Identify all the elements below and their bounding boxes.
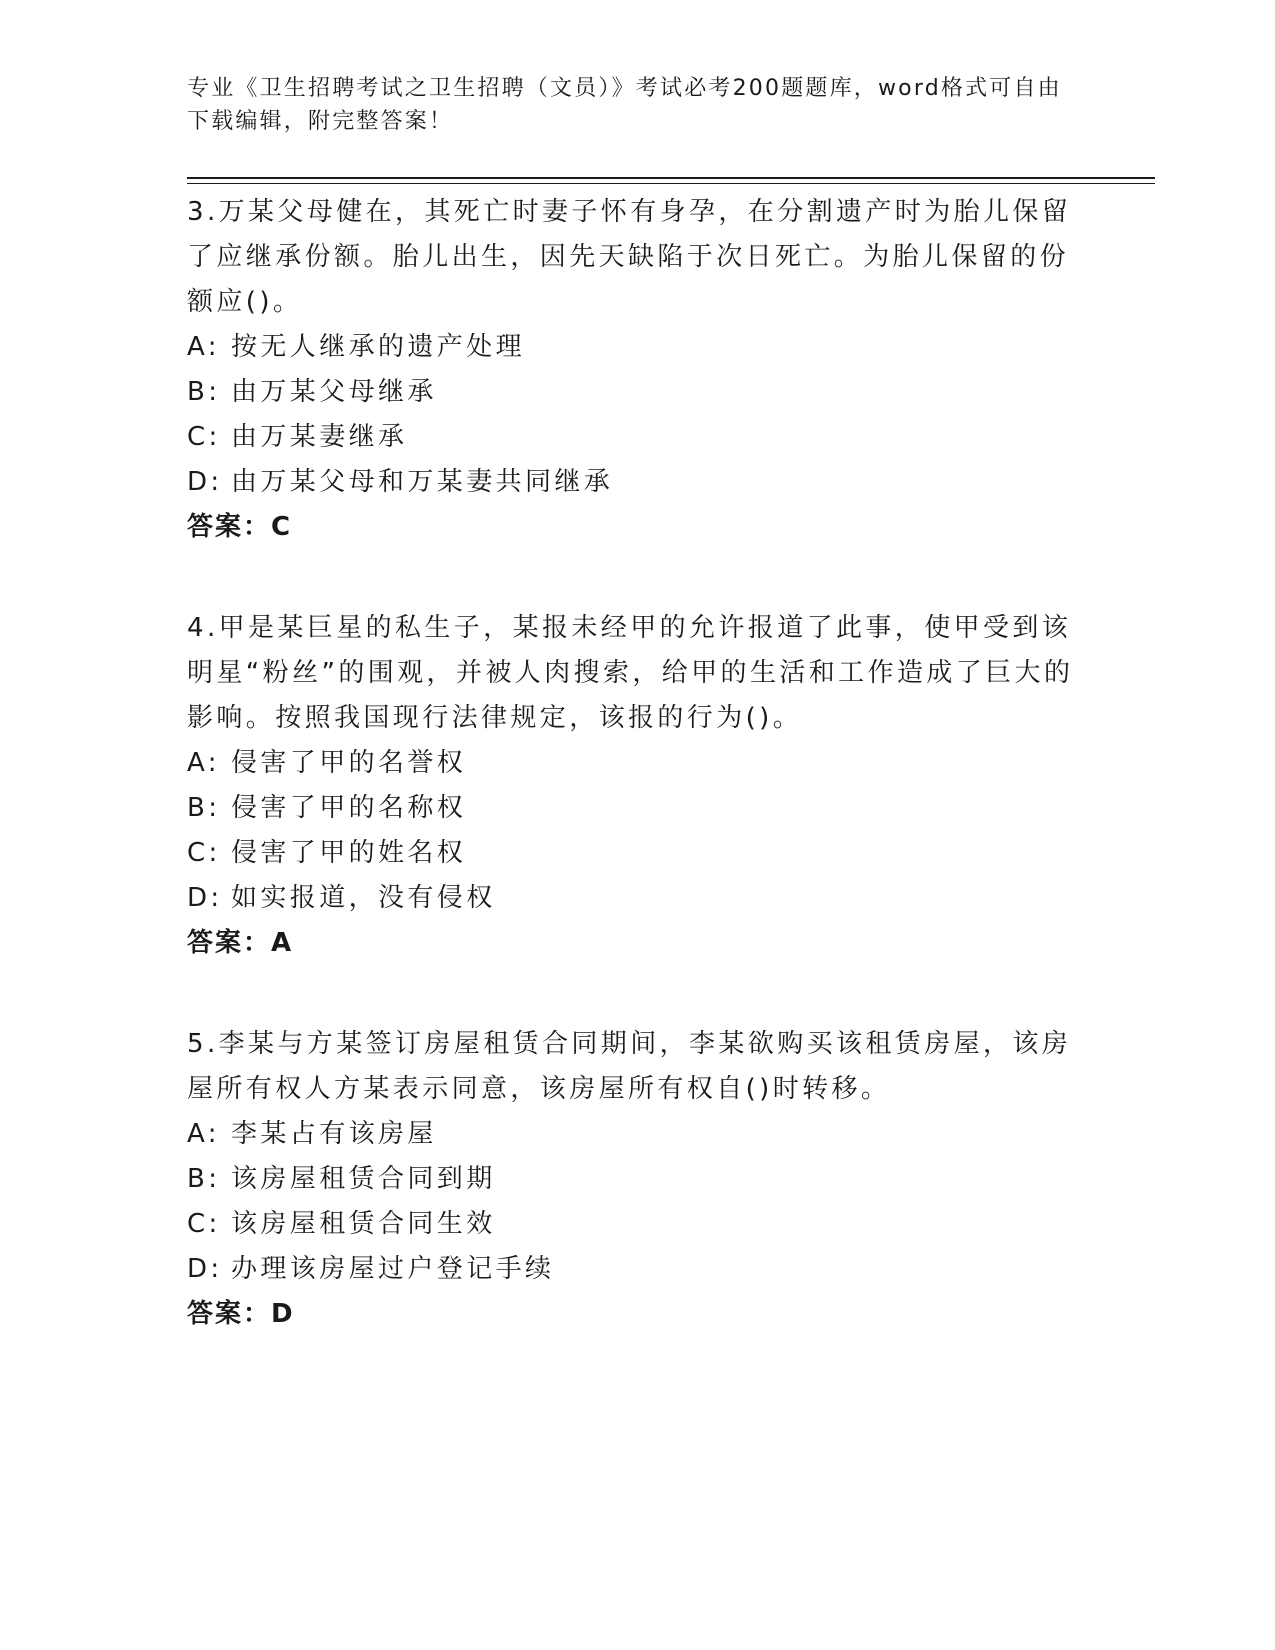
question-list [187, 190, 1087, 1337]
question-3 [187, 190, 1087, 550]
page-header: 专业《卫生招聘考试之卫生招聘（文员）》考试必考200题题库，word格式可自由下载编辑，附完整答案！ [187, 76, 1062, 134]
option-b [187, 1157, 1087, 1202]
header-divider-thin [187, 183, 1155, 184]
option-b [187, 786, 1087, 831]
question-stem: 5.李某与方某签订房屋租赁合同期间，李某欲购买该租赁房屋，该房屋所有权人方某表示同意，该房屋所有权自()时转移。 [187, 1029, 1072, 1104]
option-text: 李某占有该房屋 [231, 1119, 437, 1149]
option-key: B: [187, 793, 221, 823]
answer-line: 答案：C [187, 512, 293, 542]
option-a [187, 1112, 1087, 1157]
option-text: 侵害了甲的名誉权 [231, 748, 467, 778]
option-c [187, 1202, 1087, 1247]
option-key: B: [187, 1164, 221, 1194]
question-4 [187, 606, 1087, 966]
option-c [187, 415, 1087, 460]
option-text: 办理该房屋过户登记手续 [231, 1254, 555, 1284]
option-key: D: [187, 883, 223, 913]
option-key: D: [187, 467, 223, 497]
option-d [187, 876, 1087, 921]
option-key: D: [187, 1254, 223, 1284]
option-key: B: [187, 377, 221, 407]
question-spacer [187, 966, 1087, 1022]
option-d [187, 1247, 1087, 1292]
option-text: 按无人继承的遗产处理 [231, 332, 526, 362]
option-text: 侵害了甲的名称权 [231, 793, 467, 823]
question-stem: 3.万某父母健在，其死亡时妻子怀有身孕，在分割遗产时为胎儿保留了应继承份额。胎儿出生，因先天缺陷于次日死亡。为胎儿保留的份额应()。 [187, 197, 1072, 317]
option-text: 如实报道，没有侵权 [231, 883, 496, 913]
option-key: A: [187, 332, 220, 362]
option-b [187, 370, 1087, 415]
option-text: 由万某父母继承 [231, 377, 437, 407]
option-d [187, 460, 1087, 505]
option-text: 由万某妻继承 [231, 422, 408, 452]
question-5 [187, 1022, 1087, 1337]
option-key: A: [187, 748, 220, 778]
option-text: 该房屋租赁合同到期 [231, 1164, 496, 1194]
option-a [187, 741, 1087, 786]
option-text: 由万某父母和万某妻共同继承 [231, 467, 614, 497]
header-divider-thick [187, 177, 1155, 179]
answer-line: 答案：D [187, 1299, 295, 1329]
option-text: 该房屋租赁合同生效 [231, 1209, 496, 1239]
answer-line: 答案：A [187, 928, 294, 958]
option-key: C: [187, 422, 221, 452]
option-text: 侵害了甲的姓名权 [231, 838, 467, 868]
option-key: A: [187, 1119, 220, 1149]
option-key: C: [187, 1209, 221, 1239]
question-spacer [187, 550, 1087, 606]
option-key: C: [187, 838, 221, 868]
option-a [187, 325, 1087, 370]
question-stem: 4.甲是某巨星的私生子，某报未经甲的允许报道了此事，使甲受到该明星“粉丝”的围观，并被人肉搜索，给甲的生活和工作造成了巨大的影响。按照我国现行法律规定，该报的行为()。 [187, 613, 1074, 733]
option-c [187, 831, 1087, 876]
